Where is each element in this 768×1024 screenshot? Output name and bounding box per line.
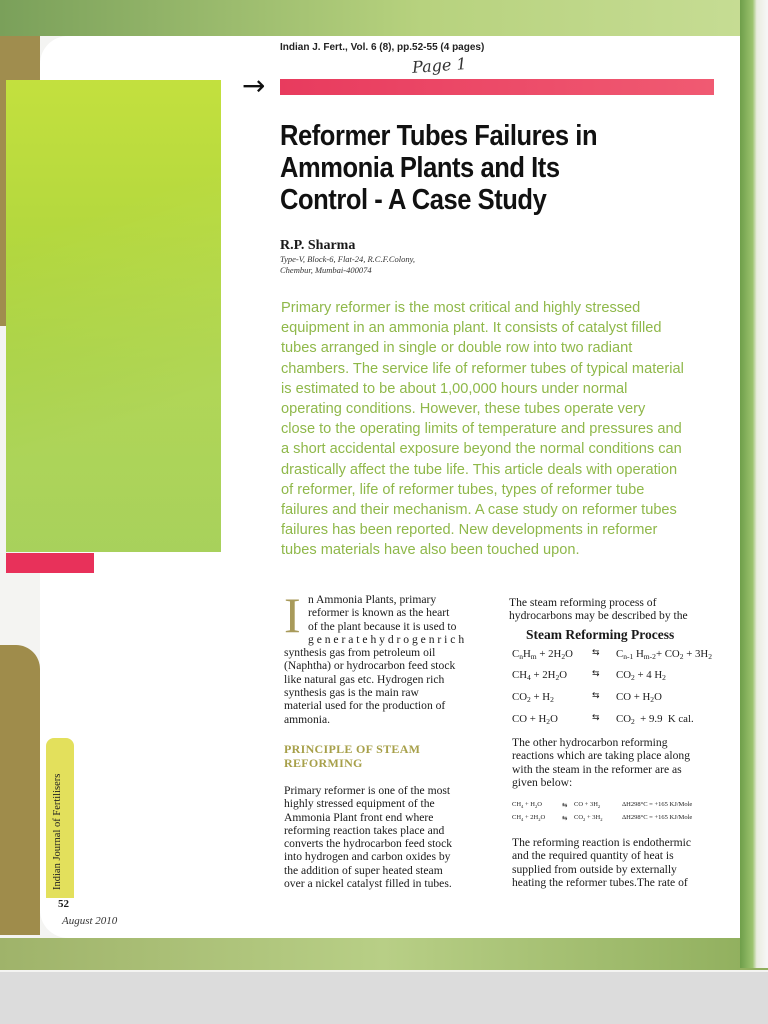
equilibrium-arrow-icon: ⇆ [592,648,600,658]
equation-rhs: $CO_2 + 3H_2$ [574,814,603,822]
handwritten-page-note: Page 1 [411,54,468,77]
equation-row [512,669,724,683]
abstract-line: drastically affect the tube life. This article deals with operation [281,461,678,478]
body-line: Primary reformer is one of the most [284,784,451,797]
body-line: like natural gas etc. Hydrogen rich [284,672,445,686]
equation-lhs: $CO_2 + H_2$ [512,691,554,704]
drop-cap: I [284,587,301,643]
process-title: Steam Reforming Process [526,627,675,642]
right-column-closing [512,836,720,889]
body-line: over a nickel catalyst filled in tubes. [284,877,452,891]
abstract-line: tubes arranged in single or double row into two radiant [281,340,633,357]
body-line: Ammonia Plant front end where [284,810,434,824]
body-line: converts the hydrocarbon feed stock [284,837,453,851]
body-line: highly stressed equipment of the [284,797,435,811]
body-line: The reforming reaction is endothermic [512,836,691,849]
right-column-other-reactions [512,736,720,789]
equation-lhs: CO + $H_2O$ [512,713,558,726]
body-line: the addition of super heated steam [284,863,443,877]
abstract-line: tubes materials have also been touched upon. [281,542,580,559]
left-olive-tab-bottom [0,645,40,935]
author-address [280,254,415,276]
body-line: (Naphtha) or hydrocarbon feed stock [284,659,456,673]
body-line: hydrocarbons may be described by the [509,609,688,623]
equation-rhs: CO + $3H_2$ [574,801,601,809]
equation-lhs: $C_nH_m + 2H_2O$ [512,648,573,661]
abstract [281,298,713,561]
right-column-intro [509,596,721,623]
abstract-line: failures has been reported. New developments in reformer [281,522,658,539]
abstract-line: is estimated to be about 1,00,000 hours under normal [281,380,628,397]
body-line: given below: [512,775,573,789]
address-line: Type-V, Block-6, Flat-24, R.C.F.Colony, [280,254,416,264]
left-column-intro [284,587,492,726]
body-line: ammonia. [284,712,331,726]
pink-decorative-block [6,553,94,573]
abstract-line: Primary reformer is the most critical and highly stressed [281,300,641,316]
body-line: synthesis gas from petroleum oil [284,646,436,660]
equation-enthalpy: ΔH298°C = +165 KJ/Mole [622,814,693,821]
title-accent-bar [280,79,714,95]
top-green-band [0,0,768,36]
equation-lhs: $CH_4 + 2H_2O$ [512,814,546,822]
body-line: of the plant because it is used to [308,619,457,633]
address-line: Chembur, Mumbai-400074 [280,265,372,275]
equilibrium-arrow-icon: ⇆ [592,691,600,701]
left-column-section-body [284,784,492,890]
abstract-line: equipment in an ammonia plant. It consists of catalyst filled [281,320,662,337]
body-line: into hydrogen and carbon oxides by [284,850,451,864]
body-line: supplied from outside by externally [512,862,677,876]
abstract-line: failures and their mechanism. A case study on reformer tubes [281,502,677,519]
equation-row [512,691,724,705]
equation-rhs: $CO_2 + 4$ $H_2$ [616,669,666,682]
equation-rhs: $CO_2 + 9.9$ K cal. [616,713,694,726]
equation-rhs: CO + $H_2O$ [616,691,662,704]
heading-line: REFORMING [284,756,363,770]
issue-date: August 2010 [62,915,118,927]
page-number: 52 [58,898,69,910]
bottom-green-band [0,938,768,970]
body-line: n Ammonia Plants, primary [308,593,437,606]
body-line: heating the reformer tubes.The rate of [512,875,688,889]
equation-row [512,713,724,727]
right-binding-edge [740,0,768,968]
section-heading [284,742,420,770]
body-line: The steam reforming process of [509,596,657,609]
title-line: Control - A Case Study [280,184,547,216]
body-line: reforming reaction takes place and [284,823,445,837]
abstract-line: close to the operating limits of temperature and pressures and [281,421,682,438]
title-line: Reformer Tubes Failures in [280,120,598,152]
abstract-line: operating conditions. However, these tubes operate very [281,401,646,418]
green-decorative-panel [6,80,221,552]
equilibrium-arrow-icon: ⇆ [562,801,568,809]
equilibrium-arrow-icon: ⇆ [592,713,600,723]
body-line: material used for the production of [284,699,446,713]
title-line: Ammonia Plants and Its [280,152,560,184]
equation-lhs: $CH_4 + H_2O$ [512,801,542,809]
equation-lhs: $CH_4 + 2H_2O$ [512,669,568,682]
author-name: R.P. Sharma [280,238,356,253]
body-line: synthesis gas is the main raw [284,686,419,700]
body-line: The other hydrocarbon reforming [512,736,668,749]
abstract-line: a short accidental exposure beyond the normal conditions can [281,441,682,458]
body-line: and the required quantity of heat is [512,849,674,863]
equilibrium-arrow-icon: ⇆ [562,814,568,822]
body-line: reactions which are taking place along [512,749,691,763]
equilibrium-arrow-icon: ⇆ [592,669,600,679]
body-line: with the steam in the reformer are as [512,762,682,776]
body-line: reformer is known as the heart [308,606,450,620]
article-title [280,120,667,216]
body-line: g e n e r a t e h y d r o g e n r i c h [308,632,465,646]
heading-line: PRINCIPLE OF STEAM [284,742,421,756]
abstract-line: chambers. The service life of reformer tubes of typical material [281,360,684,377]
handwritten-arrow-icon: → [242,69,266,102]
equation-row [512,648,724,662]
abstract-line: of reformer, life of reformer tubes, types of reformer tube [281,481,645,498]
equation-rhs: $C_{n-1}$ $H_{m-2}+ CO_2 + 3H_2$ [616,648,712,661]
equation-enthalpy: ΔH298°C = +165 KJ/Mole [622,801,693,808]
journal-name: Indian Journal of Fertilisers [52,773,63,890]
journal-citation: Indian J. Fert., Vol. 6 (8), pp.52-55 (4 pages) [280,42,485,53]
